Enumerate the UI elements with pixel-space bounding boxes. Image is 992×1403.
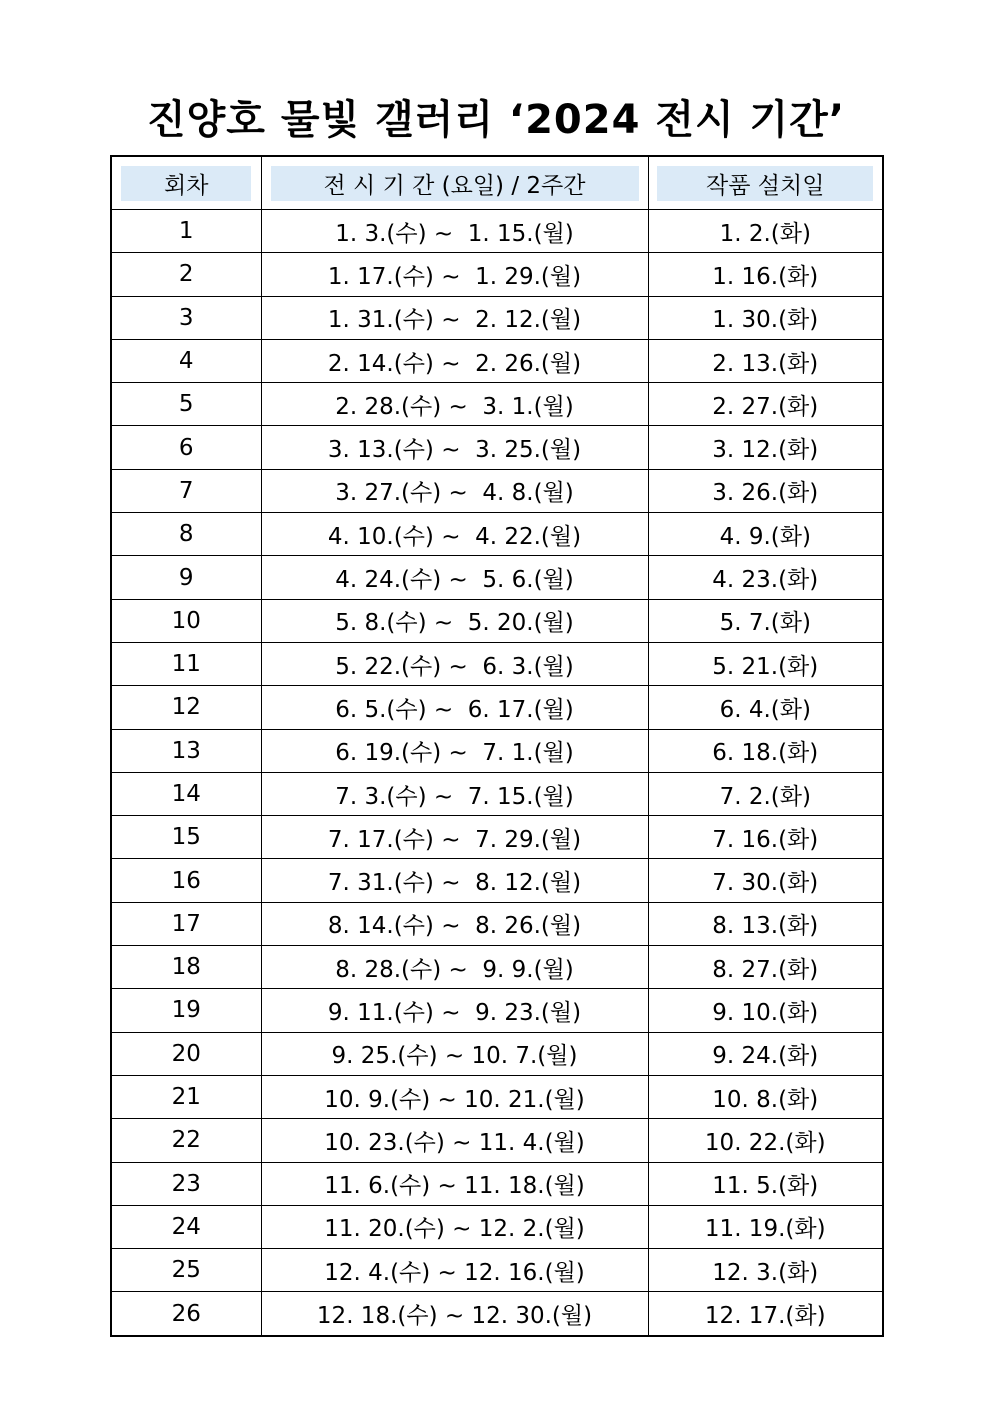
round-cell: 16 bbox=[111, 859, 261, 902]
period-cell: 7. 17.(수) ~ 7. 29.(월) bbox=[261, 816, 648, 859]
table-row bbox=[111, 902, 883, 945]
period-cell: 1. 31.(수) ~ 2. 12.(월) bbox=[261, 296, 648, 339]
install-cell: 12. 17.(화) bbox=[648, 1292, 883, 1336]
table-row bbox=[111, 1075, 883, 1118]
period-cell: 7. 31.(수) ~ 8. 12.(월) bbox=[261, 859, 648, 902]
period-cell: 8. 28.(수) ~ 9. 9.(월) bbox=[261, 946, 648, 989]
period-cell: 2. 14.(수) ~ 2. 26.(월) bbox=[261, 339, 648, 382]
exhibition-schedule-table bbox=[110, 155, 884, 1337]
period-cell: 4. 10.(수) ~ 4. 22.(월) bbox=[261, 513, 648, 556]
period-cell: 10. 23.(수) ~ 11. 4.(월) bbox=[261, 1119, 648, 1162]
page-title: 진양호 물빛 갤러리 ‘2024 전시 기간’ bbox=[146, 97, 846, 143]
round-cell: 3 bbox=[111, 296, 261, 339]
table-row bbox=[111, 426, 883, 469]
table-row bbox=[111, 1292, 883, 1336]
install-cell: 10. 22.(화) bbox=[648, 1119, 883, 1162]
period-cell: 6. 19.(수) ~ 7. 1.(월) bbox=[261, 729, 648, 772]
round-cell: 1 bbox=[111, 210, 261, 253]
period-cell: 10. 9.(수) ~ 10. 21.(월) bbox=[261, 1075, 648, 1118]
table-row bbox=[111, 253, 883, 296]
install-cell: 9. 24.(화) bbox=[648, 1032, 883, 1075]
table-row bbox=[111, 772, 883, 815]
period-cell: 9. 25.(수) ~ 10. 7.(월) bbox=[261, 1032, 648, 1075]
install-cell: 8. 27.(화) bbox=[648, 946, 883, 989]
table-row bbox=[111, 513, 883, 556]
install-cell: 5. 21.(화) bbox=[648, 642, 883, 685]
round-cell: 11 bbox=[111, 642, 261, 685]
install-cell: 10. 8.(화) bbox=[648, 1075, 883, 1118]
round-cell: 2 bbox=[111, 253, 261, 296]
install-cell: 2. 13.(화) bbox=[648, 339, 883, 382]
install-cell: 4. 23.(화) bbox=[648, 556, 883, 599]
table-row bbox=[111, 946, 883, 989]
table-row bbox=[111, 1205, 883, 1248]
install-cell: 5. 7.(화) bbox=[648, 599, 883, 642]
install-cell: 7. 2.(화) bbox=[648, 772, 883, 815]
round-cell: 21 bbox=[111, 1075, 261, 1118]
install-cell: 2. 27.(화) bbox=[648, 383, 883, 426]
install-cell: 1. 16.(화) bbox=[648, 253, 883, 296]
period-cell: 1. 17.(수) ~ 1. 29.(월) bbox=[261, 253, 648, 296]
round-cell: 19 bbox=[111, 989, 261, 1032]
round-cell: 9 bbox=[111, 556, 261, 599]
table-row bbox=[111, 989, 883, 1032]
install-cell: 6. 4.(화) bbox=[648, 686, 883, 729]
round-cell: 25 bbox=[111, 1249, 261, 1292]
round-cell: 4 bbox=[111, 339, 261, 382]
install-cell: 4. 9.(화) bbox=[648, 513, 883, 556]
install-cell: 12. 3.(화) bbox=[648, 1249, 883, 1292]
table-row bbox=[111, 1119, 883, 1162]
table-row bbox=[111, 816, 883, 859]
period-cell: 5. 8.(수) ~ 5. 20.(월) bbox=[261, 599, 648, 642]
table-row bbox=[111, 383, 883, 426]
period-cell: 4. 24.(수) ~ 5. 6.(월) bbox=[261, 556, 648, 599]
table-row bbox=[111, 599, 883, 642]
period-cell: 1. 3.(수) ~ 1. 15.(월) bbox=[261, 210, 648, 253]
round-cell: 18 bbox=[111, 946, 261, 989]
period-cell: 12. 4.(수) ~ 12. 16.(월) bbox=[261, 1249, 648, 1292]
period-cell: 5. 22.(수) ~ 6. 3.(월) bbox=[261, 642, 648, 685]
table-row bbox=[111, 1032, 883, 1075]
round-cell: 17 bbox=[111, 902, 261, 945]
period-cell: 12. 18.(수) ~ 12. 30.(월) bbox=[261, 1292, 648, 1336]
install-cell: 1. 30.(화) bbox=[648, 296, 883, 339]
install-cell: 9. 10.(화) bbox=[648, 989, 883, 1032]
table-row bbox=[111, 686, 883, 729]
install-cell: 1. 2.(화) bbox=[648, 210, 883, 253]
table-row bbox=[111, 859, 883, 902]
period-cell: 11. 6.(수) ~ 11. 18.(월) bbox=[261, 1162, 648, 1205]
header-period: 전 시 기 간 (요일) / 2주간 bbox=[261, 156, 648, 210]
header-round: 회차 bbox=[111, 156, 261, 210]
table-row bbox=[111, 339, 883, 382]
header-install: 작품 설치일 bbox=[648, 156, 883, 210]
period-cell: 9. 11.(수) ~ 9. 23.(월) bbox=[261, 989, 648, 1032]
install-cell: 3. 12.(화) bbox=[648, 426, 883, 469]
table-row bbox=[111, 296, 883, 339]
period-cell: 2. 28.(수) ~ 3. 1.(월) bbox=[261, 383, 648, 426]
period-cell: 7. 3.(수) ~ 7. 15.(월) bbox=[261, 772, 648, 815]
install-cell: 6. 18.(화) bbox=[648, 729, 883, 772]
period-cell: 11. 20.(수) ~ 12. 2.(월) bbox=[261, 1205, 648, 1248]
table-row bbox=[111, 210, 883, 253]
round-cell: 12 bbox=[111, 686, 261, 729]
period-cell: 3. 13.(수) ~ 3. 25.(월) bbox=[261, 426, 648, 469]
install-cell: 11. 5.(화) bbox=[648, 1162, 883, 1205]
round-cell: 23 bbox=[111, 1162, 261, 1205]
period-cell: 8. 14.(수) ~ 8. 26.(월) bbox=[261, 902, 648, 945]
install-cell: 8. 13.(화) bbox=[648, 902, 883, 945]
install-cell: 7. 16.(화) bbox=[648, 816, 883, 859]
round-cell: 10 bbox=[111, 599, 261, 642]
round-cell: 20 bbox=[111, 1032, 261, 1075]
table-row bbox=[111, 729, 883, 772]
install-cell: 11. 19.(화) bbox=[648, 1205, 883, 1248]
table-row bbox=[111, 1249, 883, 1292]
table-row bbox=[111, 642, 883, 685]
round-cell: 7 bbox=[111, 469, 261, 512]
header-row bbox=[111, 156, 883, 210]
round-cell: 15 bbox=[111, 816, 261, 859]
round-cell: 14 bbox=[111, 772, 261, 815]
round-cell: 5 bbox=[111, 383, 261, 426]
table-row bbox=[111, 1162, 883, 1205]
install-cell: 3. 26.(화) bbox=[648, 469, 883, 512]
round-cell: 24 bbox=[111, 1205, 261, 1248]
period-cell: 6. 5.(수) ~ 6. 17.(월) bbox=[261, 686, 648, 729]
round-cell: 26 bbox=[111, 1292, 261, 1336]
table-row bbox=[111, 556, 883, 599]
round-cell: 6 bbox=[111, 426, 261, 469]
round-cell: 8 bbox=[111, 513, 261, 556]
install-cell: 7. 30.(화) bbox=[648, 859, 883, 902]
table-row bbox=[111, 469, 883, 512]
period-cell: 3. 27.(수) ~ 4. 8.(월) bbox=[261, 469, 648, 512]
round-cell: 22 bbox=[111, 1119, 261, 1162]
round-cell: 13 bbox=[111, 729, 261, 772]
